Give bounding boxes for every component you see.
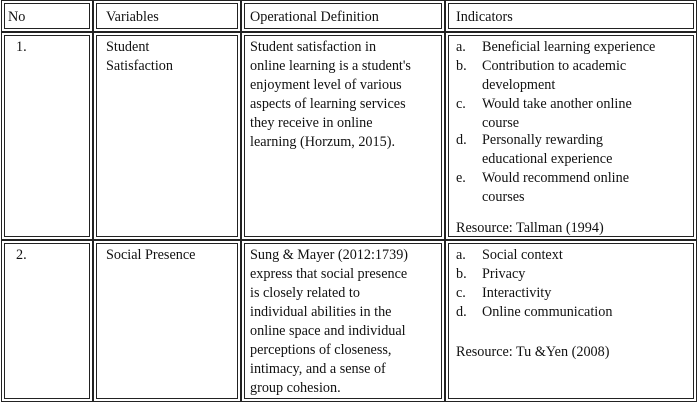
- row1-definition-line: enjoyment level of various: [250, 77, 402, 93]
- list-item-letter: e.: [456, 170, 466, 186]
- row1-no-cell: [4, 35, 90, 237]
- list-item-text: development: [482, 77, 556, 93]
- row2-no-cell: [4, 243, 90, 399]
- list-item-letter: a.: [456, 247, 466, 263]
- list-item-text: course: [482, 115, 520, 131]
- row2-definition-line: group cohesion.: [250, 380, 341, 396]
- list-item-text: Beneficial learning experience: [482, 39, 656, 55]
- row1-variable-line: Satisfaction: [106, 58, 173, 74]
- list-item-text: educational experience: [482, 151, 613, 167]
- header-indicators: Indicators: [456, 9, 513, 25]
- row1-resource: Resource: Tallman (1994): [456, 220, 604, 236]
- row1-definition-line: they receive in online: [250, 115, 373, 131]
- row2-no: 2.: [16, 247, 27, 263]
- list-item-letter: b.: [456, 266, 467, 282]
- row1-variable-line: Student: [106, 39, 150, 55]
- row2-variables-cell: [96, 243, 238, 399]
- row1-definition-line: aspects of learning services: [250, 96, 406, 112]
- list-item-text: Contribution to academic: [482, 58, 627, 74]
- row2-definition-line: individual abilities in the: [250, 304, 392, 320]
- list-item-text: Personally rewarding: [482, 132, 603, 148]
- header-definition: Operational Definition: [250, 9, 379, 25]
- row1-no: 1.: [16, 39, 27, 55]
- row2-definition-line: perceptions of closeness,: [250, 342, 392, 358]
- list-item-letter: d.: [456, 304, 467, 320]
- row2-definition-line: online space and individual: [250, 323, 406, 339]
- list-item-letter: c.: [456, 285, 466, 301]
- list-item-letter: a.: [456, 39, 466, 55]
- row2-variable-line: Social Presence: [106, 247, 196, 263]
- row1-definition-line: learning (Horzum, 2015).: [250, 134, 395, 150]
- header-variables: Variables: [106, 9, 159, 25]
- row2-resource: Resource: Tu &Yen (2008): [456, 344, 610, 360]
- row2-definition-line: intimacy, and a sense of: [250, 361, 386, 377]
- row1-definition-line: Student satisfaction in: [250, 39, 377, 55]
- list-item-text: Privacy: [482, 266, 526, 282]
- list-item-text: Interactivity: [482, 285, 552, 301]
- list-item-text: Would recommend online: [482, 170, 630, 186]
- row2-definition-line: express that social presence: [250, 266, 408, 282]
- list-item-letter: c.: [456, 96, 466, 112]
- list-item-letter: b.: [456, 58, 467, 74]
- header-no: No: [8, 9, 26, 25]
- operational-definition-table: [4, 3, 694, 399]
- list-item-text: Would take another online: [482, 96, 632, 112]
- row1-definition-line: online learning is a student's: [250, 58, 411, 74]
- list-item-text: Online communication: [482, 304, 613, 320]
- row2-definition-line: Sung & Mayer (2012:1739): [250, 247, 409, 263]
- list-item-text: Social context: [482, 247, 563, 263]
- list-item-letter: d.: [456, 132, 467, 148]
- list-item-text: courses: [482, 189, 525, 205]
- row2-definition-line: is closely related to: [250, 285, 360, 301]
